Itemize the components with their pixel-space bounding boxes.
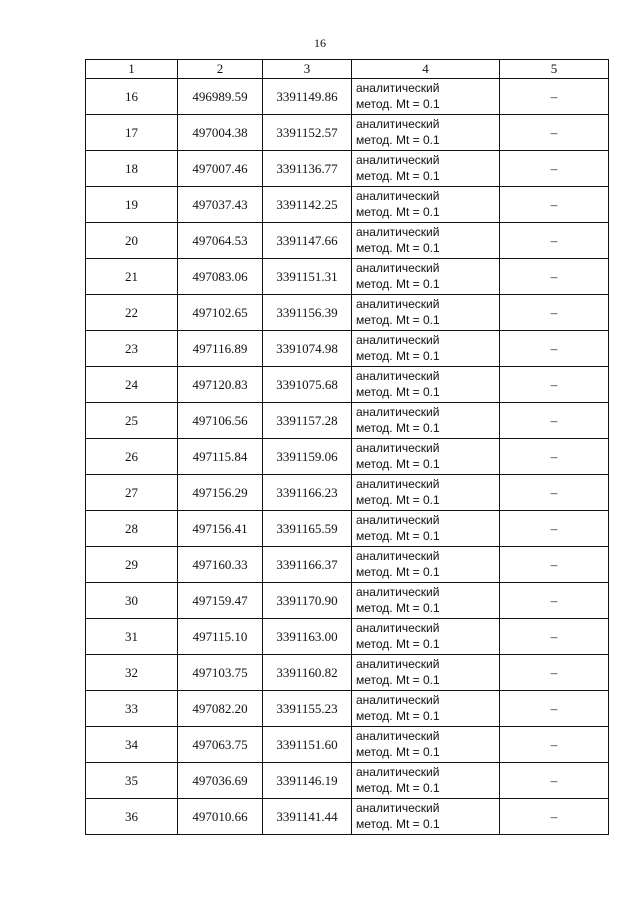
method-line-2: метод. Mt = 0.1 <box>356 169 440 183</box>
note-cell: – <box>500 727 609 763</box>
column-header-1: 1 <box>86 60 178 79</box>
table-row <box>86 223 609 259</box>
y-coordinate-cell: 3391163.00 <box>263 619 352 655</box>
method-cell <box>352 619 500 655</box>
y-coordinate-cell: 3391146.19 <box>263 763 352 799</box>
method-cell <box>352 691 500 727</box>
method-cell <box>352 79 500 115</box>
method-cell <box>352 799 500 835</box>
method-line-1: аналитический <box>356 585 440 599</box>
table-row <box>86 547 609 583</box>
method-line-1: аналитический <box>356 729 440 743</box>
point-number-cell: 30 <box>86 583 178 619</box>
point-number-cell: 18 <box>86 151 178 187</box>
method-cell <box>352 403 500 439</box>
method-line-1: аналитический <box>356 657 440 671</box>
x-coordinate-cell: 497082.20 <box>178 691 263 727</box>
method-cell <box>352 151 500 187</box>
method-line-2: метод. Mt = 0.1 <box>356 745 440 759</box>
x-coordinate-cell: 497064.53 <box>178 223 263 259</box>
table-row <box>86 151 609 187</box>
x-coordinate-cell: 497083.06 <box>178 259 263 295</box>
point-number-cell: 25 <box>86 403 178 439</box>
y-coordinate-cell: 3391157.28 <box>263 403 352 439</box>
method-line-1: аналитический <box>356 477 440 491</box>
note-cell: – <box>500 691 609 727</box>
method-cell <box>352 331 500 367</box>
x-coordinate-cell: 497102.65 <box>178 295 263 331</box>
note-cell: – <box>500 187 609 223</box>
method-line-1: аналитический <box>356 549 440 563</box>
method-line-1: аналитический <box>356 405 440 419</box>
x-coordinate-cell: 497115.84 <box>178 439 263 475</box>
method-line-2: метод. Mt = 0.1 <box>356 421 440 435</box>
method-line-1: аналитический <box>356 333 440 347</box>
table-row <box>86 583 609 619</box>
table-row <box>86 619 609 655</box>
method-line-2: метод. Mt = 0.1 <box>356 601 440 615</box>
point-number-cell: 33 <box>86 691 178 727</box>
method-cell <box>352 727 500 763</box>
note-cell: – <box>500 259 609 295</box>
method-cell <box>352 367 500 403</box>
method-line-1: аналитический <box>356 261 440 275</box>
method-line-2: метод. Mt = 0.1 <box>356 205 440 219</box>
method-line-2: метод. Mt = 0.1 <box>356 817 440 831</box>
column-header-3: 3 <box>263 60 352 79</box>
y-coordinate-cell: 3391147.66 <box>263 223 352 259</box>
note-cell: – <box>500 655 609 691</box>
point-number-cell: 16 <box>86 79 178 115</box>
y-coordinate-cell: 3391074.98 <box>263 331 352 367</box>
method-line-2: метод. Mt = 0.1 <box>356 673 440 687</box>
method-line-1: аналитический <box>356 81 440 95</box>
table-header <box>86 60 609 79</box>
point-number-cell: 21 <box>86 259 178 295</box>
method-line-1: аналитический <box>356 693 440 707</box>
y-coordinate-cell: 3391151.60 <box>263 727 352 763</box>
table-row <box>86 475 609 511</box>
table-row <box>86 727 609 763</box>
method-line-2: метод. Mt = 0.1 <box>356 781 440 795</box>
table-row <box>86 187 609 223</box>
method-line-1: аналитический <box>356 621 440 635</box>
note-cell: – <box>500 439 609 475</box>
y-coordinate-cell: 3391136.77 <box>263 151 352 187</box>
x-coordinate-cell: 496989.59 <box>178 79 263 115</box>
y-coordinate-cell: 3391156.39 <box>263 295 352 331</box>
method-line-2: метод. Mt = 0.1 <box>356 457 440 471</box>
note-cell: – <box>500 151 609 187</box>
note-cell: – <box>500 475 609 511</box>
header-row <box>86 60 609 79</box>
x-coordinate-cell: 497115.10 <box>178 619 263 655</box>
note-cell: – <box>500 763 609 799</box>
method-line-1: аналитический <box>356 225 440 239</box>
method-line-1: аналитический <box>356 297 440 311</box>
method-line-1: аналитический <box>356 441 440 455</box>
y-coordinate-cell: 3391160.82 <box>263 655 352 691</box>
point-number-cell: 27 <box>86 475 178 511</box>
point-number-cell: 26 <box>86 439 178 475</box>
note-cell: – <box>500 79 609 115</box>
method-line-2: метод. Mt = 0.1 <box>356 637 440 651</box>
y-coordinate-cell: 3391075.68 <box>263 367 352 403</box>
point-number-cell: 22 <box>86 295 178 331</box>
note-cell: – <box>500 511 609 547</box>
x-coordinate-cell: 497004.38 <box>178 115 263 151</box>
method-cell <box>352 223 500 259</box>
y-coordinate-cell: 3391141.44 <box>263 799 352 835</box>
method-line-2: метод. Mt = 0.1 <box>356 349 440 363</box>
method-line-2: метод. Mt = 0.1 <box>356 241 440 255</box>
x-coordinate-cell: 497156.41 <box>178 511 263 547</box>
x-coordinate-cell: 497106.56 <box>178 403 263 439</box>
column-header-2: 2 <box>178 60 263 79</box>
table-row <box>86 115 609 151</box>
column-header-5: 5 <box>500 60 609 79</box>
method-line-1: аналитический <box>356 153 440 167</box>
y-coordinate-cell: 3391152.57 <box>263 115 352 151</box>
y-coordinate-cell: 3391155.23 <box>263 691 352 727</box>
table-row <box>86 79 609 115</box>
table-row <box>86 511 609 547</box>
note-cell: – <box>500 403 609 439</box>
note-cell: – <box>500 295 609 331</box>
y-coordinate-cell: 3391165.59 <box>263 511 352 547</box>
point-number-cell: 35 <box>86 763 178 799</box>
x-coordinate-cell: 497116.89 <box>178 331 263 367</box>
point-number-cell: 34 <box>86 727 178 763</box>
method-cell <box>352 259 500 295</box>
x-coordinate-cell: 497007.46 <box>178 151 263 187</box>
method-line-2: метод. Mt = 0.1 <box>356 313 440 327</box>
point-number-cell: 17 <box>86 115 178 151</box>
x-coordinate-cell: 497156.29 <box>178 475 263 511</box>
method-line-2: метод. Mt = 0.1 <box>356 97 440 111</box>
table-row <box>86 367 609 403</box>
note-cell: – <box>500 547 609 583</box>
point-number-cell: 29 <box>86 547 178 583</box>
method-cell <box>352 439 500 475</box>
method-line-1: аналитический <box>356 801 440 815</box>
method-line-2: метод. Mt = 0.1 <box>356 133 440 147</box>
note-cell: – <box>500 619 609 655</box>
y-coordinate-cell: 3391151.31 <box>263 259 352 295</box>
note-cell: – <box>500 331 609 367</box>
x-coordinate-cell: 497037.43 <box>178 187 263 223</box>
table-row <box>86 259 609 295</box>
method-cell <box>352 583 500 619</box>
method-line-2: метод. Mt = 0.1 <box>356 493 440 507</box>
x-coordinate-cell: 497159.47 <box>178 583 263 619</box>
point-number-cell: 32 <box>86 655 178 691</box>
method-cell <box>352 115 500 151</box>
x-coordinate-cell: 497010.66 <box>178 799 263 835</box>
note-cell: – <box>500 799 609 835</box>
method-line-1: аналитический <box>356 513 440 527</box>
y-coordinate-cell: 3391166.23 <box>263 475 352 511</box>
x-coordinate-cell: 497063.75 <box>178 727 263 763</box>
point-number-cell: 20 <box>86 223 178 259</box>
point-number-cell: 24 <box>86 367 178 403</box>
note-cell: – <box>500 583 609 619</box>
table-row <box>86 295 609 331</box>
table-row <box>86 799 609 835</box>
method-cell <box>352 475 500 511</box>
method-cell <box>352 187 500 223</box>
method-cell <box>352 295 500 331</box>
coordinates-table <box>85 59 609 835</box>
point-number-cell: 31 <box>86 619 178 655</box>
method-line-2: метод. Mt = 0.1 <box>356 277 440 291</box>
point-number-cell: 28 <box>86 511 178 547</box>
method-line-1: аналитический <box>356 765 440 779</box>
method-line-1: аналитический <box>356 369 440 383</box>
note-cell: – <box>500 223 609 259</box>
note-cell: – <box>500 367 609 403</box>
y-coordinate-cell: 3391149.86 <box>263 79 352 115</box>
table-row <box>86 439 609 475</box>
point-number-cell: 23 <box>86 331 178 367</box>
x-coordinate-cell: 497160.33 <box>178 547 263 583</box>
table-row <box>86 691 609 727</box>
method-line-1: аналитический <box>356 189 440 203</box>
x-coordinate-cell: 497036.69 <box>178 763 263 799</box>
note-cell: – <box>500 115 609 151</box>
method-line-2: метод. Mt = 0.1 <box>356 385 440 399</box>
method-line-2: метод. Mt = 0.1 <box>356 565 440 579</box>
table-body <box>86 79 609 835</box>
x-coordinate-cell: 497120.83 <box>178 367 263 403</box>
method-line-1: аналитический <box>356 117 440 131</box>
page-number: 16 <box>314 36 326 50</box>
y-coordinate-cell: 3391159.06 <box>263 439 352 475</box>
method-line-2: метод. Mt = 0.1 <box>356 529 440 543</box>
method-cell <box>352 511 500 547</box>
method-cell <box>352 763 500 799</box>
table-row <box>86 763 609 799</box>
table-row <box>86 655 609 691</box>
y-coordinate-cell: 3391166.37 <box>263 547 352 583</box>
point-number-cell: 36 <box>86 799 178 835</box>
table-row <box>86 403 609 439</box>
method-cell <box>352 547 500 583</box>
x-coordinate-cell: 497103.75 <box>178 655 263 691</box>
y-coordinate-cell: 3391170.90 <box>263 583 352 619</box>
method-cell <box>352 655 500 691</box>
method-line-2: метод. Mt = 0.1 <box>356 709 440 723</box>
column-header-4: 4 <box>352 60 500 79</box>
table-row <box>86 331 609 367</box>
y-coordinate-cell: 3391142.25 <box>263 187 352 223</box>
point-number-cell: 19 <box>86 187 178 223</box>
